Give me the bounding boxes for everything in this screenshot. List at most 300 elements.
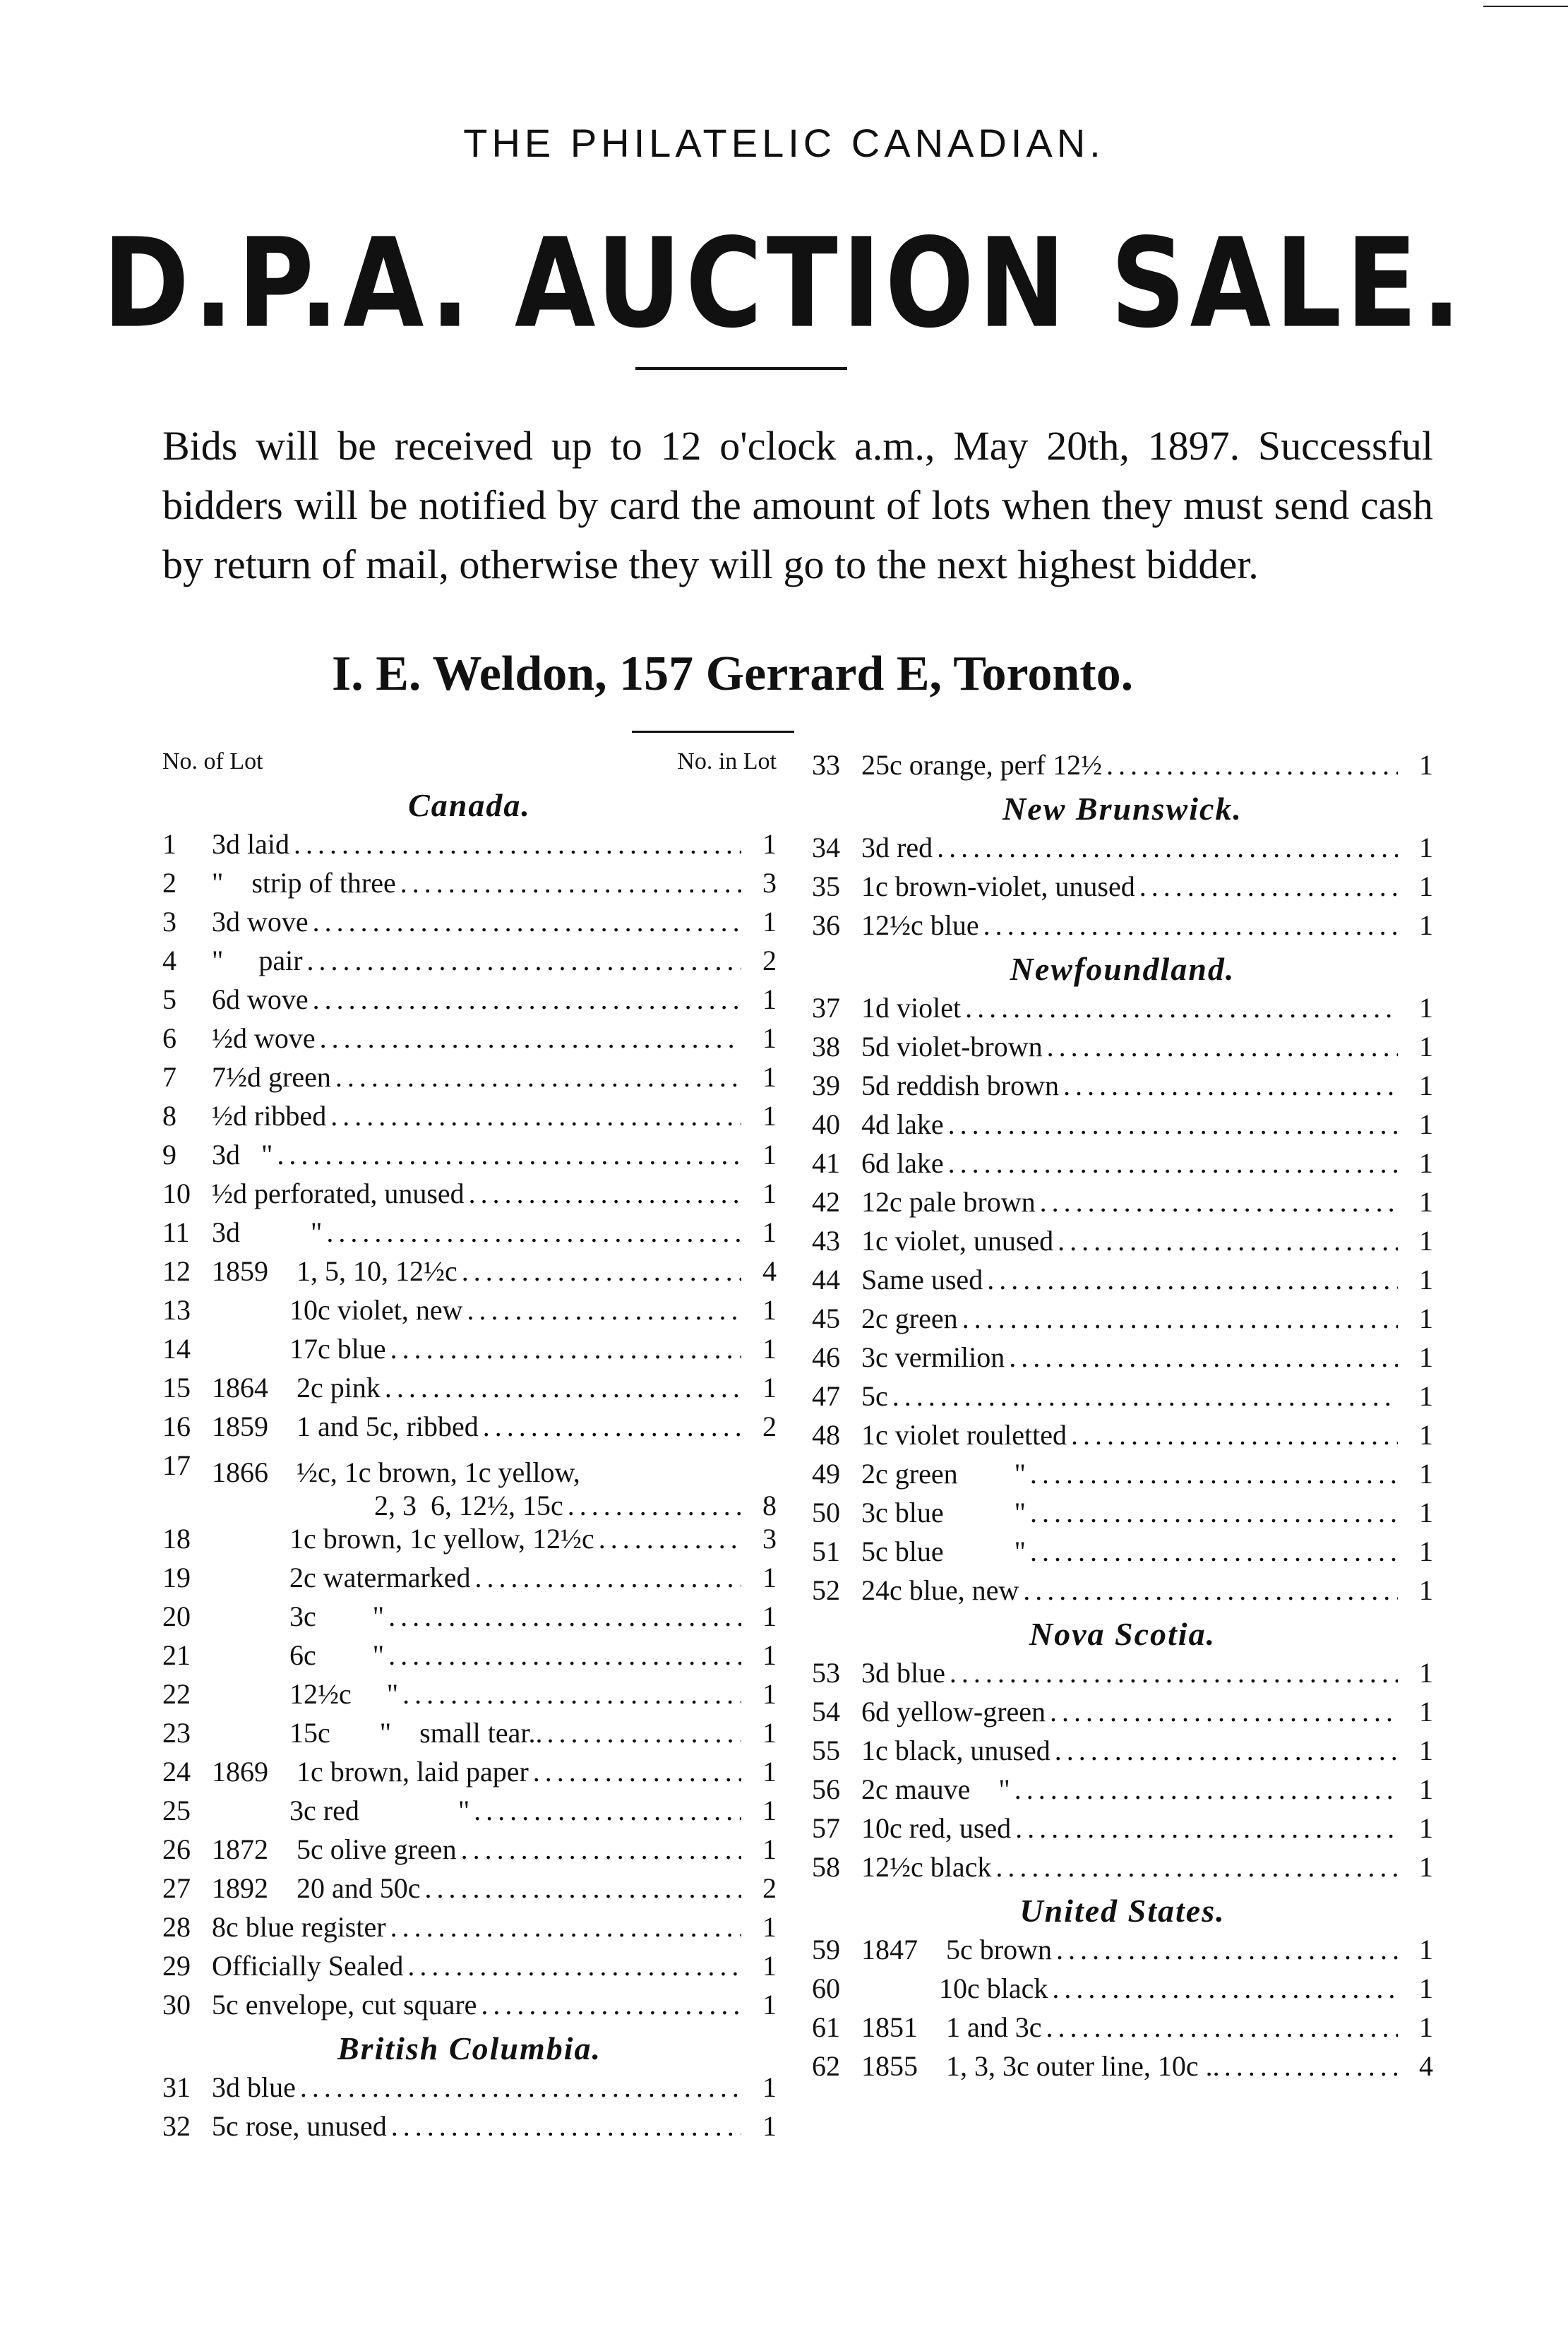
lot-row	[162, 1833, 777, 1872]
lot-description-text: 12½c black	[861, 1851, 992, 1883]
lot-description	[212, 1332, 741, 1365]
lot-row	[812, 1224, 1433, 1263]
lot-quantity: 1	[762, 1833, 777, 1865]
lot-description	[861, 1496, 1398, 1529]
lot-quantity: 1	[1419, 1147, 1433, 1179]
lot-row	[162, 1449, 777, 1522]
lot-description-text: 7½d green	[212, 1061, 331, 1093]
lot-row	[812, 1695, 1433, 1734]
lot-number: 4	[162, 945, 176, 976]
lot-description-line: 1866 ½c, 1c brown, 1c yellow,	[212, 1456, 580, 1488]
lot-description-text: Same used	[861, 1264, 983, 1295]
lot-description-text: 1872 5c olive green	[212, 1833, 457, 1865]
lot-row	[812, 1457, 1433, 1496]
lot-description-text: ½d perforated, unused	[212, 1178, 465, 1209]
lot-quantity: 1	[762, 1022, 777, 1054]
lot-description	[861, 991, 1398, 1024]
lot-description-text: 5d reddish brown	[861, 1070, 1059, 1101]
lot-description-text: 1d violet	[861, 992, 962, 1024]
lot-quantity: 1	[1419, 1225, 1433, 1257]
lot-number: 38	[812, 1031, 840, 1062]
lot-description	[212, 1410, 741, 1443]
lot-quantity: 1	[762, 1639, 777, 1671]
dot-leader	[322, 1216, 741, 1249]
lot-number: 55	[812, 1735, 840, 1766]
lot-quantity: 1	[1419, 2011, 1433, 2043]
lot-description	[861, 831, 1398, 864]
lot-quantity: 3	[762, 1523, 777, 1555]
lot-description-text: 5c rose, unused	[212, 2110, 387, 2142]
lot-row	[812, 870, 1433, 909]
lot-quantity: 1	[762, 1178, 777, 1209]
dot-leader	[945, 1656, 1398, 1689]
lot-quantity: 1	[762, 1678, 777, 1710]
lot-row	[812, 748, 1433, 787]
dot-leader	[1043, 1030, 1398, 1063]
lot-number: 37	[812, 992, 840, 1024]
lot-description-text: 2c green	[861, 1303, 958, 1334]
column-header	[162, 748, 777, 784]
lot-quantity: 1	[762, 1333, 777, 1365]
lot-row	[162, 944, 777, 983]
lot-row	[162, 1561, 777, 1600]
lot-quantity: 2	[762, 1411, 777, 1442]
lot-number: 7	[162, 1061, 176, 1093]
lot-description	[861, 1656, 1398, 1689]
lot-description-text: 3d blue	[861, 1657, 945, 1689]
dot-leader	[421, 1872, 741, 1905]
lot-row	[812, 1933, 1433, 1972]
dot-leader	[457, 1255, 741, 1288]
lot-description	[212, 1833, 741, 1866]
lot-description-text: 12½c blue	[861, 909, 979, 941]
lot-description	[861, 1535, 1398, 1568]
lot-quantity: 1	[1419, 1535, 1433, 1567]
lot-description	[861, 1972, 1398, 2005]
lot-row	[812, 1263, 1433, 1302]
dot-leader	[316, 1022, 741, 1055]
dot-leader	[1010, 1773, 1398, 1806]
lot-row	[812, 1773, 1433, 1812]
no-of-lot-header: No. of Lot	[162, 748, 263, 774]
lot-description	[861, 1933, 1398, 1966]
lot-number: 53	[812, 1657, 840, 1689]
lot-row	[812, 1972, 1433, 2011]
lot-number: 59	[812, 1934, 840, 1965]
lot-quantity: 2	[762, 1872, 777, 1904]
lot-description	[861, 1302, 1398, 1335]
lot-number: 24	[162, 1756, 191, 1788]
lot-number: 39	[812, 1070, 840, 1101]
no-in-lot-header: No. in Lot	[677, 748, 777, 774]
lot-description-text: 4d lake	[861, 1108, 944, 1140]
lot-description	[212, 866, 741, 899]
lot-row	[162, 1949, 777, 1988]
lot-row	[812, 1496, 1433, 1535]
lot-row	[162, 1639, 777, 1677]
lot-description-text: " pair	[212, 945, 303, 976]
lot-description-text: 1c violet, unused	[861, 1225, 1054, 1257]
lot-row	[812, 1656, 1433, 1695]
lot-row	[162, 1716, 777, 1755]
section-heading-canada: Canada.	[408, 787, 531, 823]
lot-description	[861, 1734, 1398, 1767]
lot-description-text: ½d wove	[212, 1022, 316, 1054]
lot-row	[812, 1108, 1433, 1146]
lot-quantity: 1	[762, 1216, 777, 1248]
lot-number: 12	[162, 1255, 191, 1287]
lot-description-text: " strip of three	[212, 867, 396, 899]
lot-description	[861, 1418, 1398, 1451]
lot-description	[212, 827, 741, 861]
lot-number: 2	[162, 867, 176, 899]
lot-description-text: 3d blue	[212, 2071, 296, 2103]
lot-row	[162, 827, 777, 866]
lot-quantity: 1	[1419, 1031, 1433, 1062]
lot-description-text: 6d lake	[861, 1147, 944, 1179]
lot-number: 6	[162, 1022, 176, 1054]
lot-number: 54	[812, 1696, 840, 1728]
lot-description-text: 3c vermilion	[861, 1341, 1005, 1373]
section-heading-united-states: United States.	[1019, 1893, 1226, 1929]
lot-description	[861, 1379, 1398, 1413]
lot-quantity: 1	[762, 1294, 777, 1326]
lot-number: 40	[812, 1108, 840, 1140]
lot-row	[812, 1185, 1433, 1224]
lot-description	[212, 1371, 741, 1404]
dot-leader	[309, 983, 741, 1016]
lot-row	[812, 1341, 1433, 1379]
lot-quantity: 1	[1419, 1186, 1433, 1218]
lot-quantity: 1	[1419, 1303, 1433, 1334]
dot-leader	[331, 1060, 741, 1094]
lot-number: 17	[162, 1449, 191, 1481]
lot-number: 58	[812, 1851, 840, 1883]
lot-number: 22	[162, 1678, 191, 1710]
lot-description	[212, 944, 741, 977]
lot-row	[162, 1138, 777, 1177]
dot-leader	[1051, 1734, 1398, 1767]
dot-leader	[463, 1293, 742, 1327]
lot-description	[212, 1949, 741, 1982]
lot-quantity: 1	[1419, 992, 1433, 1024]
lot-number: 21	[162, 1639, 191, 1671]
lot-description-text: 15c " small tear..	[212, 1717, 543, 1749]
dot-leader	[1135, 870, 1398, 903]
lot-row	[812, 1418, 1433, 1457]
lot-number: 57	[812, 1812, 840, 1844]
lot-row	[162, 1216, 777, 1255]
lot-quantity: 1	[1419, 1380, 1433, 1412]
intro-paragraph: Bids will be received up to 12 o'clock a.m., May 20th, 1897. Successful bidders will be notified by card the amount of lots when they must send cash by return of mail, otherwise they will go to the next highest bidder.	[162, 423, 1433, 587]
right-column	[812, 748, 1433, 2088]
lot-row	[812, 1574, 1433, 1612]
lot-quantity: 1	[1419, 1972, 1433, 2004]
lot-row	[812, 1030, 1433, 1069]
lot-description-text: 5d violet-brown	[861, 1031, 1043, 1062]
lot-description	[212, 2071, 741, 2104]
lot-number: 45	[812, 1303, 840, 1334]
dot-leader	[1102, 748, 1398, 782]
address-divider	[632, 731, 794, 733]
lot-description	[861, 909, 1398, 942]
dot-leader	[888, 1379, 1398, 1413]
lot-description	[212, 1060, 741, 1094]
lot-quantity: 1	[1419, 1108, 1433, 1140]
lot-quantity: 8	[762, 1490, 777, 1521]
lot-number: 60	[812, 1972, 840, 2004]
dot-leader	[1052, 1933, 1398, 1966]
lot-description-text: 1869 1c brown, laid paper	[212, 1756, 529, 1788]
lot-number: 47	[812, 1380, 840, 1412]
lot-row	[812, 909, 1433, 947]
lot-number: 18	[162, 1523, 191, 1555]
lot-description-text: 3d laid	[212, 828, 289, 860]
lot-quantity: 1	[1419, 1812, 1433, 1844]
dot-leader	[398, 1677, 741, 1711]
lot-row	[162, 1099, 777, 1138]
lot-quantity: 1	[762, 1911, 777, 1943]
dot-leader	[457, 1833, 741, 1866]
dot-leader	[289, 827, 741, 861]
lot-quantity: 1	[1419, 749, 1433, 781]
lot-row	[162, 1060, 777, 1099]
dot-leader	[1059, 1069, 1398, 1102]
lot-row	[162, 1872, 777, 1910]
lot-description	[861, 1695, 1398, 1728]
lot-quantity: 1	[762, 1950, 777, 1982]
lot-number: 19	[162, 1562, 191, 1593]
lot-description-text: 8c blue register	[212, 1911, 386, 1943]
lot-quantity: 2	[762, 945, 777, 976]
lot-number: 23	[162, 1717, 191, 1749]
lot-number: 51	[812, 1535, 840, 1567]
lot-description	[212, 1456, 741, 1522]
lot-description	[212, 1755, 741, 1788]
lot-description-text: 12c pale brown	[861, 1186, 1036, 1218]
lot-quantity: 1	[762, 1600, 777, 1632]
lot-row	[812, 2049, 1433, 2088]
lot-description	[212, 1716, 741, 1749]
lot-number: 44	[812, 1264, 840, 1295]
lot-quantity: 1	[1419, 1696, 1433, 1728]
lot-description-text: 6d yellow-green	[861, 1696, 1046, 1728]
lot-number: 61	[812, 2011, 840, 2043]
lot-quantity: 4	[1419, 2050, 1433, 2082]
dot-leader	[1019, 1574, 1398, 1607]
lot-description-text: 1859 1, 5, 10, 12½c	[212, 1255, 457, 1287]
lot-description-text: Officially Sealed	[212, 1950, 404, 1982]
lot-number: 10	[162, 1178, 191, 1209]
dot-leader	[944, 1146, 1398, 1180]
lot-number: 16	[162, 1411, 191, 1442]
lot-description	[212, 1872, 741, 1905]
lot-description	[861, 1850, 1398, 1884]
lot-row	[162, 1177, 777, 1216]
lot-description-text: 3c red "	[212, 1795, 470, 1826]
lot-description	[212, 1216, 741, 1249]
dot-leader	[961, 991, 1398, 1024]
lot-number: 42	[812, 1186, 840, 1218]
lot-description-text: 1892 20 and 50c	[212, 1872, 421, 1904]
lot-quantity: 1	[1419, 1458, 1433, 1490]
dot-leader	[979, 909, 1398, 942]
dot-leader	[403, 1949, 741, 1982]
dot-leader	[471, 1561, 741, 1594]
lot-description	[861, 1263, 1398, 1296]
lot-number: 28	[162, 1911, 191, 1943]
lot-description-text: 2c watermarked	[212, 1562, 471, 1593]
lot-row	[162, 1677, 777, 1716]
lot-description	[861, 748, 1398, 782]
lot-description-text: 5c blue "	[861, 1535, 1026, 1567]
lot-number: 3	[162, 906, 176, 938]
lot-number: 52	[812, 1574, 840, 1606]
lot-number: 26	[162, 1833, 191, 1865]
lot-description	[861, 1108, 1398, 1141]
lot-row	[162, 1410, 777, 1449]
lot-description	[861, 1146, 1398, 1180]
dot-leader	[991, 1850, 1398, 1884]
dot-leader	[1026, 1496, 1398, 1529]
lot-description-text: 1c brown-violet, unused	[861, 870, 1135, 902]
lot-quantity: 1	[762, 1061, 777, 1093]
lot-number: 8	[162, 1100, 176, 1132]
lot-description-text: 24c blue, new	[861, 1574, 1019, 1606]
lot-quantity: 1	[1419, 1574, 1433, 1606]
lot-quantity: 1	[1419, 1497, 1433, 1528]
lot-description-text: 1c brown, 1c yellow, 12½c	[212, 1523, 594, 1555]
lot-description	[212, 1910, 741, 1944]
dot-leader	[381, 1371, 741, 1404]
dot-leader	[1042, 2011, 1398, 2044]
lot-description	[861, 2049, 1398, 2083]
lot-description	[861, 1069, 1398, 1102]
lot-description	[212, 1022, 741, 1055]
dot-leader	[1053, 1224, 1398, 1257]
lot-description	[212, 1138, 741, 1171]
lot-description	[861, 1224, 1398, 1257]
lot-quantity: 1	[1419, 1934, 1433, 1965]
lot-number: 29	[162, 1950, 191, 1982]
lot-description-text: 25c orange, perf 12½	[861, 749, 1102, 781]
lot-quantity: 1	[1419, 832, 1433, 863]
dot-leader	[296, 2071, 741, 2104]
lot-quantity: 1	[762, 983, 777, 1015]
section-heading-newfoundland: Newfoundland.	[1010, 951, 1235, 987]
dot-leader	[384, 1639, 741, 1672]
lot-quantity: 1	[1419, 1419, 1433, 1451]
lot-number: 32	[162, 2110, 191, 2142]
lot-number: 5	[162, 983, 176, 1015]
lot-description	[212, 905, 741, 938]
lot-number: 43	[812, 1225, 840, 1257]
lot-row	[162, 1371, 777, 1410]
lot-row	[812, 1850, 1433, 1889]
lot-description	[212, 1600, 741, 1633]
lot-description-text: 1859 1 and 5c, ribbed	[212, 1411, 479, 1442]
dot-leader	[273, 1138, 741, 1171]
lot-number: 1	[162, 828, 176, 860]
lot-quantity: 1	[762, 2071, 777, 2103]
lot-number: 56	[812, 1773, 840, 1805]
lot-quantity: 1	[1419, 909, 1433, 941]
lot-row	[812, 1146, 1433, 1185]
lot-row	[162, 1022, 777, 1060]
lot-quantity: 4	[762, 1255, 777, 1287]
lot-description-text: 17c blue	[212, 1333, 386, 1365]
lot-description	[861, 870, 1398, 903]
page-title: D.P.A. AUCTION SALE.	[102, 212, 1466, 355]
lot-row	[162, 1600, 777, 1639]
lot-row	[162, 1255, 777, 1293]
lot-row	[162, 2071, 777, 2109]
lot-description-line: 2, 3 6, 12½, 15c	[374, 1490, 563, 1521]
lot-description	[212, 1255, 741, 1288]
dot-leader	[1026, 1457, 1398, 1490]
lot-row	[162, 983, 777, 1022]
lot-number: 15	[162, 1372, 191, 1403]
lot-description-text: 3d "	[212, 1216, 323, 1248]
lot-quantity: 1	[1419, 1070, 1433, 1101]
dot-leader	[1046, 1695, 1398, 1728]
left-column	[162, 748, 777, 2148]
lot-description	[212, 1293, 741, 1327]
lot-description-text: 2c mauve "	[861, 1773, 1010, 1805]
title-divider	[635, 367, 847, 370]
lot-description	[861, 1812, 1398, 1845]
lot-description	[212, 1561, 741, 1594]
lot-description-text: 6c "	[212, 1639, 385, 1671]
lot-number: 27	[162, 1872, 191, 1904]
lot-description	[861, 1341, 1398, 1374]
lot-row	[812, 1379, 1433, 1418]
dot-leader	[594, 1522, 741, 1555]
dot-leader	[1026, 1535, 1398, 1568]
lot-quantity: 1	[762, 1372, 777, 1403]
lot-quantity: 3	[762, 867, 777, 899]
lot-number: 49	[812, 1458, 840, 1490]
lot-quantity: 1	[1419, 1341, 1433, 1373]
dot-leader	[469, 1794, 741, 1827]
dot-leader	[933, 831, 1398, 864]
lot-description	[212, 1522, 741, 1555]
dot-leader	[1220, 2049, 1398, 2083]
lot-number: 46	[812, 1341, 840, 1373]
lot-number: 36	[812, 909, 840, 941]
lot-description-text: 6d wove	[212, 983, 309, 1015]
lot-row	[812, 991, 1433, 1030]
lot-number: 34	[812, 832, 840, 863]
lot-description	[212, 1099, 741, 1132]
lot-number: 48	[812, 1419, 840, 1451]
lot-number: 50	[812, 1497, 840, 1528]
lot-description-text: 10c violet, new	[212, 1294, 463, 1326]
lot-number: 11	[162, 1216, 190, 1248]
lot-quantity: 1	[1419, 1851, 1433, 1883]
lot-description	[212, 1639, 741, 1672]
lot-description	[212, 1177, 741, 1210]
section-heading-new-brunswick: New Brunswick.	[1003, 791, 1243, 827]
lot-quantity: 1	[762, 1562, 777, 1593]
lot-row	[162, 2109, 777, 2148]
dot-leader	[1067, 1418, 1398, 1451]
dot-leader	[529, 1755, 741, 1788]
dot-leader	[396, 866, 741, 899]
dot-leader	[387, 2109, 741, 2143]
lot-description-text: 5c	[861, 1380, 888, 1412]
lot-description-text: 1c violet rouletted	[861, 1419, 1067, 1451]
